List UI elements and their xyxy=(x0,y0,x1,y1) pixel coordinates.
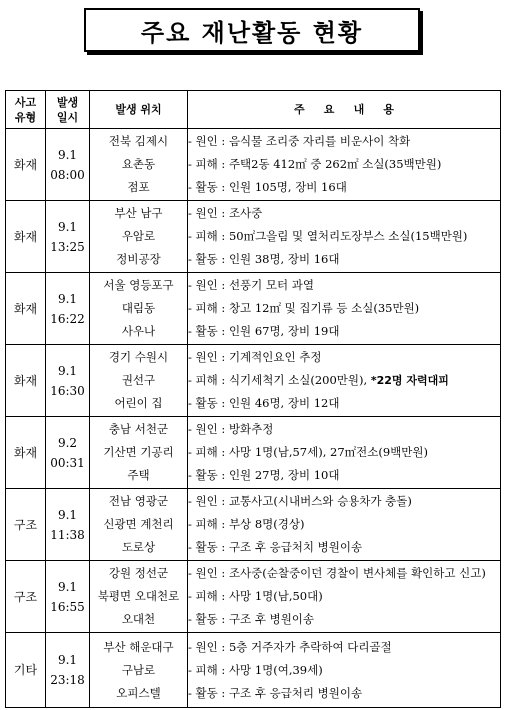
date-line: 9.1 xyxy=(57,653,78,667)
incident-content-cell xyxy=(188,633,501,708)
page-title: 주요 재난활동 현황 xyxy=(140,18,364,47)
incident-location-cell xyxy=(90,561,188,633)
incident-type-cell: 구조 xyxy=(6,561,46,633)
header-date: 발생 일시 xyxy=(46,91,90,129)
content-line: - 피해 : 사망 1명(남,57세), 27㎡전소(9백만원) xyxy=(188,445,429,459)
incident-type-cell: 화재 xyxy=(6,129,46,201)
incident-date-cell xyxy=(46,489,90,561)
content-line: - 활동 : 인원 67명, 장비 19대 xyxy=(188,324,340,338)
table-row xyxy=(6,633,501,708)
location-line: 사우나 xyxy=(121,324,156,338)
location-line: 부산 남구 xyxy=(114,206,163,220)
content-line: - 활동 : 구조 후 응급처치 병원이송 xyxy=(188,540,363,554)
table-row xyxy=(6,345,501,417)
incident-content-cell xyxy=(188,489,501,561)
content-line: - 활동 : 인원 38명, 장비 16대 xyxy=(188,252,340,266)
incident-type-cell: 화재 xyxy=(6,417,46,489)
date-line: 00:31 xyxy=(50,455,85,470)
header-type: 사고 유형 xyxy=(6,91,46,129)
content-line: - 원인 : 선풍기 모터 과열 xyxy=(188,278,315,292)
date-line: 13:25 xyxy=(50,239,85,254)
location-line: 도로상 xyxy=(121,540,156,554)
location-line: 우암로 xyxy=(121,229,156,243)
date-line: 11:38 xyxy=(50,527,85,542)
incident-location-cell xyxy=(90,201,188,273)
incident-content-cell xyxy=(188,345,501,417)
location-line: 요촌동 xyxy=(121,157,156,171)
location-line: 권선구 xyxy=(121,373,156,387)
incident-type-cell: 화재 xyxy=(6,345,46,417)
location-line: 기산면 기공리 xyxy=(103,445,174,459)
content-line: - 원인 : 교통사고(시내버스와 승용차가 충돌) xyxy=(188,494,412,508)
incident-date-cell xyxy=(46,129,90,201)
table-row xyxy=(6,201,501,273)
incident-date-cell xyxy=(46,273,90,345)
incident-content-cell xyxy=(188,417,501,489)
evacuation-note: *22명 자력대피 xyxy=(370,374,449,387)
incident-content-cell xyxy=(188,561,501,633)
date-line: 08:00 xyxy=(50,167,85,182)
date-line: 9.1 xyxy=(57,579,78,594)
date-line: 9.1 xyxy=(57,363,78,378)
content-line: - 활동 : 인원 46명, 장비 12대 xyxy=(188,396,340,410)
content-line: - 원인 : 5층 거주자가 추락하여 다리골절 xyxy=(188,639,392,654)
location-line: 주택 xyxy=(127,468,150,482)
table-header-row xyxy=(6,91,501,129)
content-line: - 원인 : 음식물 조리중 자리를 비운사이 착화 xyxy=(188,134,411,148)
location-line: 구남로 xyxy=(121,662,156,677)
date-line: 16:55 xyxy=(50,599,85,614)
incident-table xyxy=(5,90,501,708)
content-line: - 피해 : 부상 8명(경상) xyxy=(188,517,305,531)
incident-location-cell xyxy=(90,417,188,489)
incident-date-cell xyxy=(46,633,90,708)
incident-content-cell xyxy=(188,129,501,201)
date-line: 9.1 xyxy=(57,147,78,162)
location-line: 전남 영광군 xyxy=(108,494,169,508)
table-row xyxy=(6,561,501,633)
table-row xyxy=(6,273,501,345)
incident-date-cell xyxy=(46,201,90,273)
incident-location-cell xyxy=(90,129,188,201)
incident-type-cell: 기타 xyxy=(6,633,46,708)
content-line: - 피해 : 사망 1명(여,39세) xyxy=(188,662,323,677)
date-line: 9.1 xyxy=(57,507,78,522)
content-line: - 활동 : 구조 후 병원이송 xyxy=(188,612,315,626)
location-line: 충남 서천군 xyxy=(108,422,169,436)
content-text: - 피해 : 식기세척기 소실(200만원), xyxy=(188,373,371,387)
incident-type-cell: 구조 xyxy=(6,489,46,561)
content-line: - 활동 : 구조 후 응급처리 병원이송 xyxy=(188,685,363,700)
location-line: 신광면 계천리 xyxy=(103,517,174,531)
location-line: 부산 해운대구 xyxy=(103,639,174,654)
location-line: 오대천 xyxy=(121,612,156,626)
location-line: 어린이 집 xyxy=(114,396,163,410)
incident-content-cell xyxy=(188,273,501,345)
date-line: 16:22 xyxy=(50,311,85,326)
location-line: 대림동 xyxy=(121,301,156,315)
date-line: 9.2 xyxy=(57,435,78,450)
content-line: - 원인 : 조사중 xyxy=(188,206,263,220)
incident-type-cell: 화재 xyxy=(6,201,46,273)
content-line: - 피해 : 50㎡그을림 및 열처리도장부스 소실(15백만원) xyxy=(188,229,468,243)
content-line: - 원인 : 기계적인요인 추정 xyxy=(188,350,322,364)
location-line: 전북 김제시 xyxy=(108,134,169,148)
date-line: 16:30 xyxy=(50,383,85,398)
incident-date-cell xyxy=(46,417,90,489)
location-line: 오피스텔 xyxy=(116,685,161,700)
incident-date-cell xyxy=(46,561,90,633)
content-line: - 활동 : 인원 27명, 장비 10대 xyxy=(188,468,340,482)
content-line: - 피해 : 주택2동 412㎡ 중 262㎡ 소실(35백만원) xyxy=(188,157,442,171)
date-line: 9.1 xyxy=(57,291,78,306)
content-line: - 원인 : 조사중(순찰중이던 경찰이 변사체를 확인하고 신고) xyxy=(188,566,486,580)
date-line: 23:18 xyxy=(50,673,85,687)
incident-location-cell xyxy=(90,489,188,561)
location-line: 서울 영등포구 xyxy=(103,278,174,292)
header-location: 발생 위치 xyxy=(90,91,188,129)
table-row xyxy=(6,129,501,201)
incident-type-cell: 화재 xyxy=(6,273,46,345)
incident-location-cell xyxy=(90,345,188,417)
incident-content-cell xyxy=(188,201,501,273)
title-box xyxy=(84,8,420,52)
content-line: - 피해 : 사망 1명(남,50대) xyxy=(188,589,323,603)
content-line xyxy=(188,369,500,392)
location-line: 북평면 오대천로 xyxy=(97,589,180,603)
content-line: - 원인 : 방화추정 xyxy=(188,422,274,436)
content-line: - 활동 : 인원 105명, 장비 16대 xyxy=(188,180,347,194)
location-line: 점포 xyxy=(127,180,150,194)
location-line: 경기 수원시 xyxy=(108,350,169,364)
incident-location-cell xyxy=(90,273,188,345)
date-line: 9.1 xyxy=(57,219,78,234)
location-line: 정비공장 xyxy=(116,252,161,266)
incident-date-cell xyxy=(46,345,90,417)
table-row xyxy=(6,489,501,561)
table-row xyxy=(6,417,501,489)
header-content: 주 요 내 용 xyxy=(188,91,501,129)
content-line: - 피해 : 창고 12㎡ 및 집기류 등 소실(35만원) xyxy=(188,301,420,315)
location-line: 강원 정선군 xyxy=(108,566,169,580)
incident-location-cell xyxy=(90,633,188,708)
